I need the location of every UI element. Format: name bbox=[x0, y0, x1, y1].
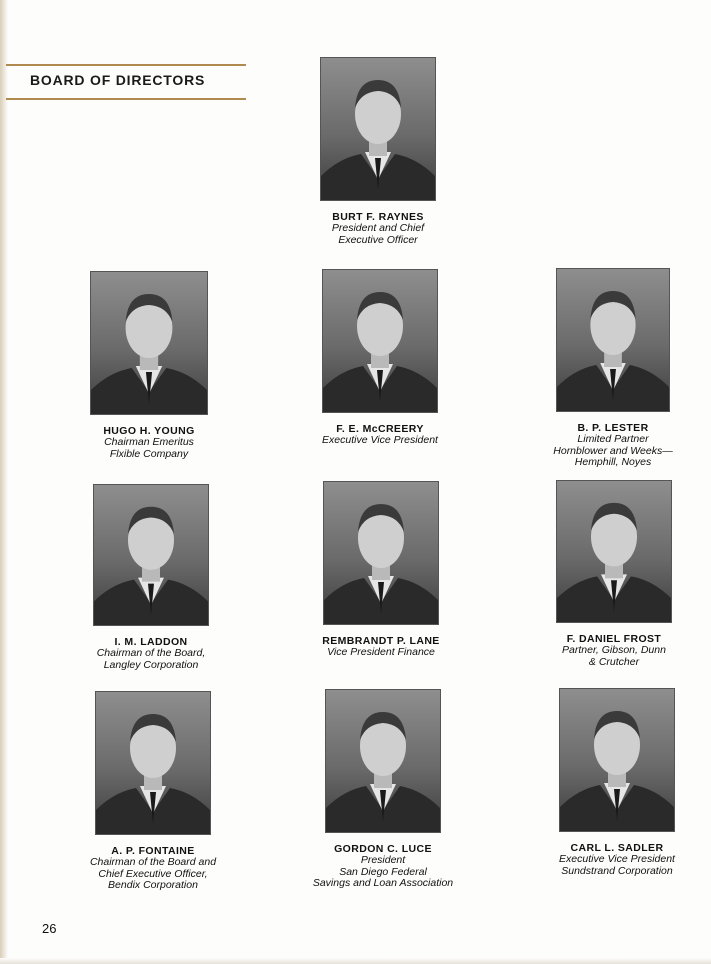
portrait-silhouette bbox=[324, 482, 438, 624]
director-card-sadler bbox=[527, 688, 707, 877]
portrait-silhouette bbox=[94, 485, 208, 625]
director-title: Vice President Finance bbox=[327, 646, 435, 658]
director-card-frost bbox=[524, 480, 704, 668]
director-title: Sundstrand Corporation bbox=[561, 864, 673, 877]
director-name: F. E. McCREERY bbox=[336, 423, 424, 435]
director-title: Limited Partner bbox=[577, 433, 649, 445]
header-rule-top bbox=[6, 64, 246, 66]
portrait-silhouette bbox=[326, 690, 440, 832]
director-name: A. P. FONTAINE bbox=[111, 845, 195, 857]
director-photo bbox=[95, 691, 211, 835]
portrait-silhouette bbox=[321, 58, 435, 200]
director-name: B. P. LESTER bbox=[577, 422, 649, 434]
director-photo bbox=[320, 57, 436, 201]
portrait-silhouette bbox=[560, 689, 674, 831]
director-title: Executive Officer bbox=[338, 233, 418, 246]
director-title: Chief Executive Officer, bbox=[98, 867, 208, 880]
page-number: 26 bbox=[42, 921, 57, 936]
header-rule-bottom bbox=[6, 98, 246, 100]
director-card-luce bbox=[293, 689, 473, 890]
director-photo bbox=[322, 269, 438, 413]
director-card-raynes bbox=[288, 57, 468, 246]
director-name: CARL L. SADLER bbox=[570, 842, 664, 854]
director-name: GORDON C. LUCE bbox=[334, 843, 432, 855]
director-title: Executive Vice President bbox=[322, 434, 438, 446]
director-title: Langley Corporation bbox=[103, 658, 199, 671]
director-title: Hemphill, Noyes bbox=[574, 456, 652, 468]
director-name: HUGO H. YOUNG bbox=[103, 425, 195, 437]
director-card-young bbox=[59, 271, 239, 460]
page-edge bbox=[0, 0, 8, 964]
director-photo bbox=[325, 689, 441, 833]
portrait-silhouette bbox=[557, 269, 669, 411]
director-photo bbox=[323, 481, 439, 625]
director-title: Chairman of the Board and bbox=[89, 856, 217, 868]
portrait-silhouette bbox=[323, 270, 437, 412]
director-title: & Crutcher bbox=[588, 655, 640, 668]
page-bottom-edge bbox=[0, 958, 711, 964]
portrait-silhouette bbox=[91, 272, 207, 414]
director-card-mccreery bbox=[290, 269, 470, 447]
director-photo bbox=[556, 480, 672, 623]
director-title: San Diego Federal bbox=[339, 865, 427, 878]
director-title: Chairman Emeritus bbox=[104, 436, 194, 448]
director-name: REMBRANDT P. LANE bbox=[322, 635, 440, 647]
portrait-silhouette bbox=[557, 481, 671, 622]
director-card-fontaine bbox=[63, 691, 243, 892]
director-photo bbox=[559, 688, 675, 832]
director-name: F. DANIEL FROST bbox=[566, 633, 662, 645]
director-title: Partner, Gibson, Dunn bbox=[562, 644, 666, 656]
director-title: Savings and Loan Association bbox=[312, 877, 454, 889]
director-title: Chairman of the Board, bbox=[96, 647, 206, 659]
director-photo bbox=[556, 268, 670, 412]
director-title: President and Chief bbox=[331, 222, 425, 234]
portrait-silhouette bbox=[96, 692, 210, 834]
section-title: BOARD OF DIRECTORS bbox=[30, 72, 206, 88]
director-name: BURT F. RAYNES bbox=[332, 211, 424, 223]
director-photo bbox=[90, 271, 208, 415]
director-photo bbox=[93, 484, 209, 626]
director-title: Bendix Corporation bbox=[108, 879, 198, 891]
director-title: Flxible Company bbox=[109, 447, 189, 460]
director-name: I. M. LADDON bbox=[114, 636, 188, 648]
director-card-lester bbox=[523, 268, 703, 469]
director-card-laddon bbox=[61, 484, 241, 671]
director-title: Executive Vice President bbox=[559, 853, 675, 865]
director-title: President bbox=[360, 854, 406, 866]
director-card-lane bbox=[291, 481, 471, 659]
director-title: Hornblower and Weeks— bbox=[553, 444, 673, 457]
